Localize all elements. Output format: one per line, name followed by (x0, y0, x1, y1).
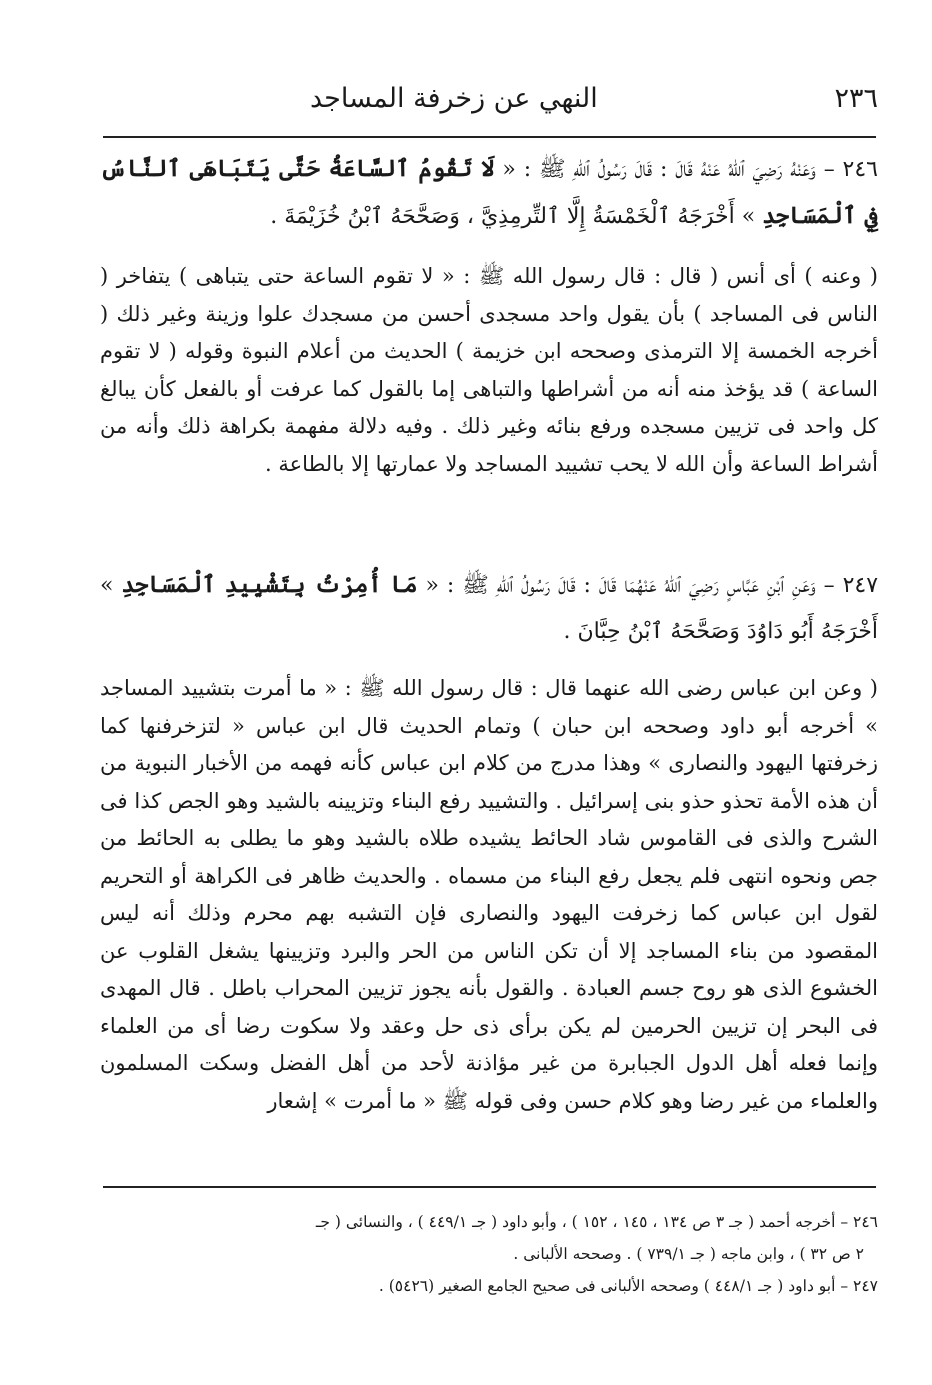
page-header (100, 78, 878, 118)
hadith-number: ٢٤٦ – (823, 157, 878, 182)
hadith-intro: وَعَنْهُ رَضِيَ ٱللهُ عَنْهُ قَالَ : قَالَ رَسُولُ ٱللهِ ﷺ : « (502, 157, 816, 182)
page-number: ٢٣٦ (834, 82, 878, 114)
hadith-quote: لَا تَقُومُ ٱلسَّاعَةُ حَتَّى يَتَبَاهَى ٱلنَّاسُ فِي ٱلْمَسَاجِدِ (100, 155, 878, 229)
hadith-source: » أَخْرَجَهُ أَبُو دَاوُدَ وَصَحَّحَهُ ٱبْنُ حِبَّانَ . (100, 573, 878, 644)
running-title: النهي عن زخرفة المساجد (310, 82, 598, 114)
footnote-246-continuation: ٢ ص ٣٢ ) ، وابن ماجه ( جـ ٧٣٩/١ ) . وصححه الألبانى . (513, 1245, 864, 1263)
commentary-paragraph: ( وعنه ) أى أنس ( قال : قال رسول الله ﷺ : « لا تقوم الساعة حتى يتباهى ) يتفاخر ( الناس فى المساجد ) بأن يقول واحد مسجدى أحسن من مسجدك علوا وزينة وغير ذلك ( أخرجه الخمسة إلا الترمذى وصححه ابن خزيمة ) الحديث من أعلام النبوة وقوله ( لا تقوم الساعة ) قد يؤخذ منه أنه من أشراطها والتباهى إما بالقول كما عرفت أو بالفعل كأن يبالغ كل واحد فى تزيين مسجده ورفع بنائه وغير ذلك . وفيه دلالة مفهمة بكراهة ذلك وأنه من أشراط الساعة وأن الله لا يحب تشييد المساجد ولا عمارتها إلا بالطاعة . (100, 264, 878, 476)
hadith-source: » أَخْرَجَهُ ٱلْخَمْسَةُ إِلَّا ٱلتِّرمِذِيَّ ، وَصَحَّحَهُ ٱبْنُ خُزَيْمَةَ . (270, 204, 756, 229)
commentary-paragraph: ( وعن ابن عباس رضى الله عنهما قال : قال رسول الله ﷺ : « ما أمرت بتشييد المساجد » أخرجه أبو داود وصححه ابن حبان ) وتمام الحديث قال ابن عباس « لتزخرفنها كما زخرفتها اليهود والنصارى » وهذا مدرج من كلام ابن عباس كأنه فهمه من الأخبار النبوية من أن هذه الأمة تحذو حذو بنى إسرائيل . والتشييد رفع البناء وتزيينه بالشيد وهو الجص كذا فى الشرح والذى فى القاموس شاد الحائط يشيده طلاه بالشيد وهو ما يطلى به الحائط من جص ونحوه انتهى فلم يجعل رفع البناء من مسماه . والحديث ظاهر فى الكراهة أو التحريم لقول ابن عباس كما زخرفت اليهود والنصارى فإن التشبه بهم محرم وذلك أنه ليس المقصود من بناء المساجد إلا أن تكن الناس من الحر والبرد وتزيينها يشغل القلوب عن الخشوع الذى هو روح جسم العبادة . والقول بأنه يجوز تزيين المحراب باطل . قال المهدى فى البحر إن تزيين الحرمين لم يكن برأى ذى حل وعقد ولا سكوت رضا أى من العلماء وإنما فعله أهل الدول الجبابرة من غير مؤاذنة لأحد من أهل الفضل وسكت المسلمون والعلماء من غير رضا وهو كلام حسن وفى قوله ﷺ « ما أمرت » إشعار (100, 676, 878, 1113)
commentary-247 (100, 670, 878, 1120)
hadith-number: ٢٤٧ – (823, 573, 879, 598)
footnote-246: ٢٤٦ – أخرجه أحمد ( جـ ٣ ص ١٣٤ ، ١٤٥ ، ١٥٢ ) ، وأبو داود ( جـ ٤٤٩/١ ) ، والنسائى ( جـ (315, 1213, 878, 1231)
footnote-247: ٢٤٧ – أبو داود ( جـ ٤٤٨/١ ) وصححه الألبانى فى صحيح الجامع الصغير (٥٤٢٦) . (378, 1277, 878, 1295)
hadith-246 (100, 146, 878, 240)
commentary-246 (100, 258, 878, 483)
header-divider (103, 136, 876, 138)
hadith-247 (100, 562, 878, 655)
footnotes (100, 1206, 878, 1302)
hadith-intro: وَعَنِ ٱبْنِ عَبَّاسٍ رَضِيَ ٱللهُ عَنْهُمَا قَالَ : قَالَ رَسُولُ ٱللهِ ﷺ : « (425, 573, 816, 598)
footnote-divider (103, 1186, 876, 1188)
hadith-quote: مَا أُمِرْتُ بِتَشْيِيدِ ٱلْمَسَاجِدِ (121, 571, 418, 598)
